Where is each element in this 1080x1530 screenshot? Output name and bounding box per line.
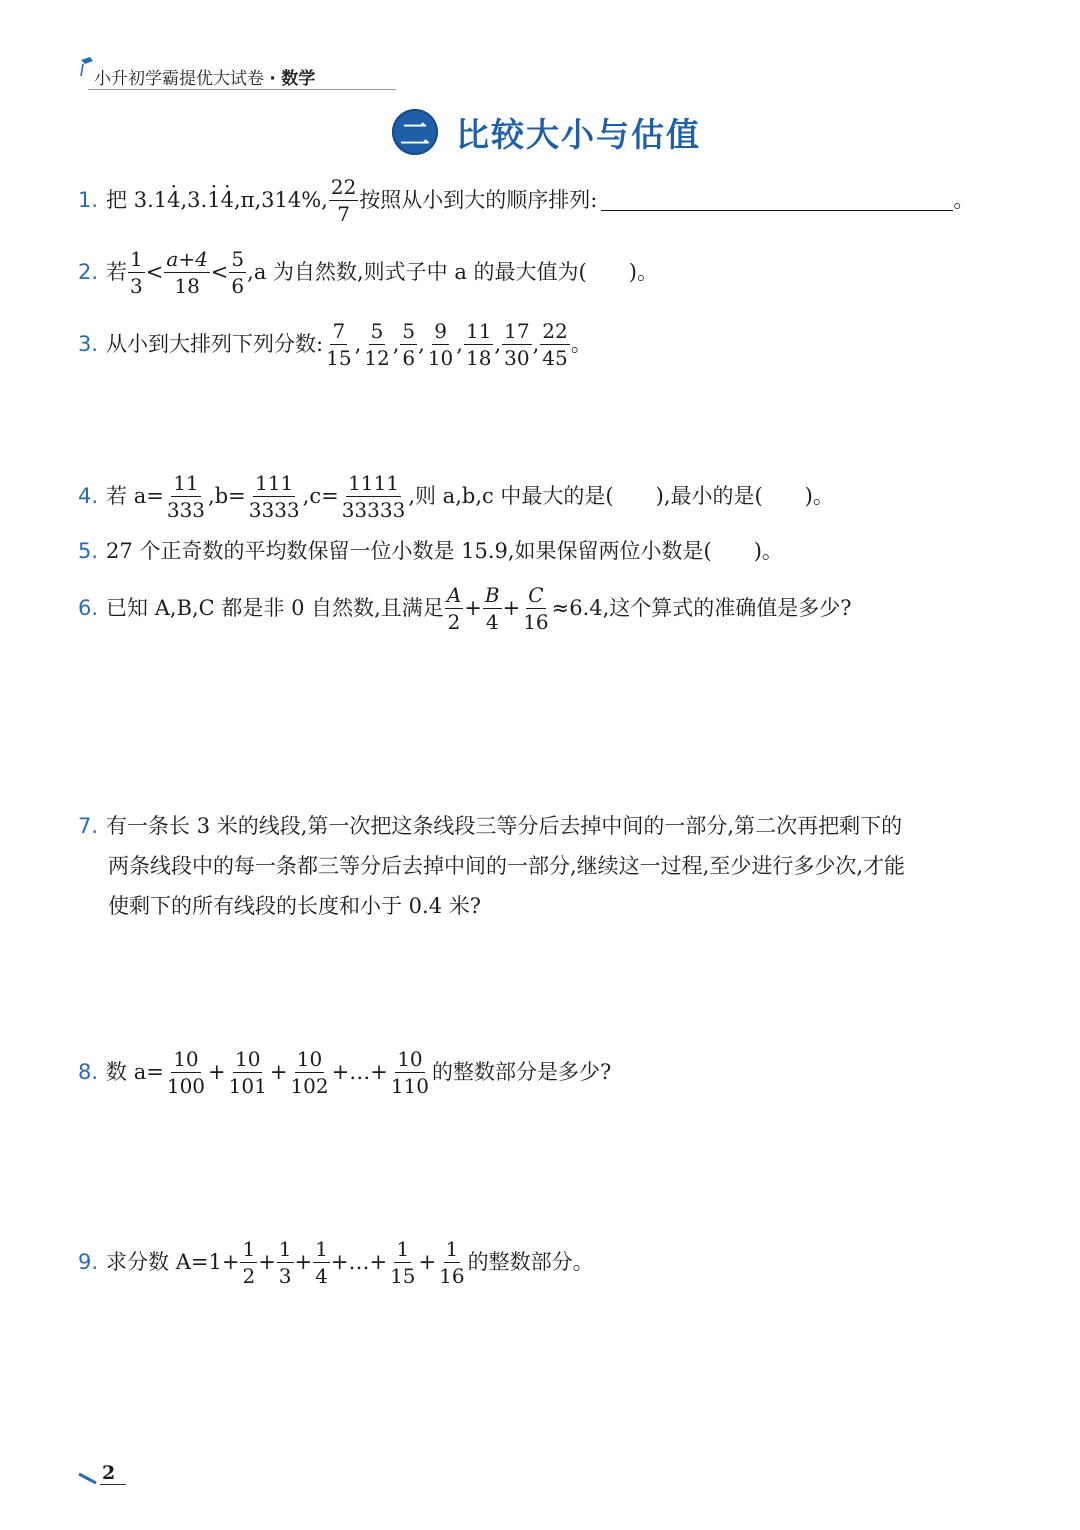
denominator: 33333 [341,498,406,522]
header-series: 小升初学霸提优大试卷 [94,69,264,89]
numerator: a+4 [166,247,208,271]
denominator: 15 [326,346,352,370]
q9-text-a: 求分数 A=1+ [106,1250,240,1274]
numerator: 17 [504,319,530,343]
header-subject: 数学 [281,69,316,89]
q6-text-a: 已知 A,B,C 都是非 0 自然数,且满足 [106,596,444,620]
question-number: 1. [78,188,99,212]
q9-text-b: 的整数部分。 [467,1250,594,1274]
numerator: 1 [315,1237,328,1261]
denominator: 16 [523,610,549,634]
plus-sign: + [269,1060,288,1084]
denominator: 100 [166,1074,206,1098]
q8-text-a: 数 a= [106,1060,164,1084]
ellipsis-sum: +…+ [331,1060,388,1084]
fraction [240,1238,257,1287]
fraction [164,248,209,297]
numerator: 1111 [348,471,399,495]
fraction [165,1048,207,1097]
separator: , [456,332,463,356]
denominator: 101 [228,1074,267,1098]
denominator: 333 [166,498,206,522]
page-corner-icon [78,1472,98,1484]
numerator: 22 [330,175,357,199]
question-5 [78,541,783,562]
separator: , [418,332,425,356]
numerator: 10 [235,1047,261,1071]
q1-end: 。 [953,188,975,212]
q7-line [78,846,1008,886]
numerator: 10 [173,1047,199,1071]
q2-less-than: < [210,260,229,284]
denominator: 7 [337,202,350,226]
fraction [288,1048,330,1097]
q1-repeating-digit: · 4 [221,190,234,211]
plus-sign: + [464,596,482,620]
fraction [521,584,550,633]
plus-sign: + [294,1250,313,1274]
q4-text-b: ,b= [208,484,246,508]
plus-sign: + [502,596,521,620]
answer-blank[interactable] [601,190,953,211]
fraction [502,320,531,369]
question-number: 3. [78,332,99,356]
q4-text-a: 若 a= [106,484,164,508]
q3-text: 从小到大排列下列分数: [106,332,324,356]
ellipsis-sum: +…+ [330,1250,388,1274]
q4-text-c: ,c= [302,484,339,508]
plus-sign: + [208,1060,226,1084]
denominator: 102 [290,1074,329,1098]
fraction [400,320,417,369]
numerator: 1 [242,1237,256,1261]
denominator: 6 [402,346,416,370]
denominator: 12 [364,346,390,370]
denominator: 3 [278,1264,292,1288]
q2-less-than: < [145,260,164,284]
q1-text-b: ,3. [180,188,208,212]
numerator: 1 [130,247,143,271]
denominator: 45 [542,346,568,370]
section-title [392,104,701,160]
section-number-badge: 二 [392,109,438,155]
header-separator: · [269,69,276,89]
separator: , [532,332,540,356]
q7-line-text: 两条线段中的每一条都三等分后去掉中间的一部分,继续这一过程,至少进行多少次,才能 [108,854,906,878]
fraction [437,1238,466,1287]
q7-line [78,806,1008,846]
numerator: 10 [397,1047,423,1071]
denominator: 18 [465,346,492,370]
numerator: 5 [370,319,384,343]
fraction [229,248,246,297]
denominator: 4 [485,610,499,634]
numerator: 11 [465,319,492,343]
fraction [277,1238,294,1287]
numerator: B [484,583,500,607]
denominator: 16 [439,1264,465,1288]
separator: , [354,332,362,356]
fraction [340,472,408,521]
q7-line [78,886,1008,926]
numerator: 9 [434,319,447,343]
numerator: 5 [402,319,416,343]
denominator: 2 [242,1264,256,1288]
fraction [540,320,569,369]
question-4 [78,472,834,521]
question-9 [78,1238,594,1287]
page-number: 2 [102,1462,116,1484]
q2-text-b: ,a 为自然数,则式子中 a 的最大值为( )。 [247,260,658,284]
q5-text: 27 个正奇数的平均数保留一位小数是 15.9,如果保留两位小数是( )。 [106,539,783,563]
fraction [329,176,358,225]
denominator: 30 [504,346,530,370]
fraction [227,1048,269,1097]
q1-repeating-digit: · 4 [167,190,180,211]
question-number: 6. [78,596,99,620]
running-header [78,56,398,92]
footer-rule [100,1484,126,1485]
question-8 [78,1048,611,1097]
question-6 [78,584,852,633]
numerator: 1 [445,1237,459,1261]
q2-text-a: 若 [106,260,128,284]
q1-text-a: 把 3.1 [106,188,168,212]
header-title [94,64,315,89]
denominator: 6 [231,274,245,298]
q1-text-d: 按照从小到大的顺序排列: [359,188,598,212]
fraction [388,1238,417,1287]
numerator: C [528,583,544,607]
numerator: 11 [173,471,199,495]
q4-text-d: ,则 a,b,c 中最大的是( ),最小的是( )。 [408,484,834,508]
denominator: 10 [427,346,454,370]
question-number: 9. [78,1250,99,1274]
separator: , [392,332,400,356]
fraction [128,248,145,297]
denominator: 4 [315,1264,328,1288]
fraction [426,320,455,369]
fraction [483,584,502,633]
denominator: 15 [390,1264,416,1288]
numerator: A [446,583,462,607]
q8-text-b: 的整数部分是多少? [432,1060,612,1084]
question-number: 8. [78,1060,99,1084]
fraction [464,320,493,369]
q7-line-text: 使剩下的所有线段的长度和小于 0.4 米? [108,894,482,918]
numerator: 5 [231,247,245,271]
numerator: 111 [255,471,294,495]
question-number: 7. [78,814,99,838]
fraction [313,1238,330,1287]
fraction [165,472,207,521]
denominator: 110 [390,1074,430,1098]
question-3 [78,320,592,369]
q7-line-text: 有一条长 3 米的线段,第一次把这条线段三等分后去掉中间的一部分,第二次再把剩下的 [106,814,903,838]
denominator: 3333 [248,498,300,522]
denominator: 3 [130,274,143,298]
question-number: 4. [78,484,99,508]
plus-sign: + [418,1250,437,1274]
q1-text-c: ,π,314%, [233,188,328,212]
page-footer [78,1462,138,1488]
q3-end: 。 [570,332,592,356]
numerator: 10 [296,1047,323,1071]
fraction [389,1048,431,1097]
plus-sign: + [258,1250,276,1274]
q1-repeating-digit: · 1 [207,190,220,211]
question-2 [78,248,658,297]
question-7 [78,806,1008,926]
separator: , [494,332,502,356]
numerator: 7 [332,319,346,343]
header-rule [88,89,396,90]
question-number: 2. [78,260,99,284]
fraction [362,320,391,369]
numerator: 1 [278,1237,292,1261]
question-number: 5. [78,539,99,563]
fraction [445,584,463,633]
q6-text-b: ≈6.4,这个算式的准确值是多少? [551,596,852,620]
section-title-text: 比较大小与估值 [456,114,701,154]
numerator: 1 [396,1237,410,1261]
fraction [324,320,353,369]
denominator: 2 [447,610,461,634]
question-1 [78,176,974,225]
fraction [247,472,302,521]
numerator: 22 [542,319,568,343]
denominator: 18 [174,274,200,298]
